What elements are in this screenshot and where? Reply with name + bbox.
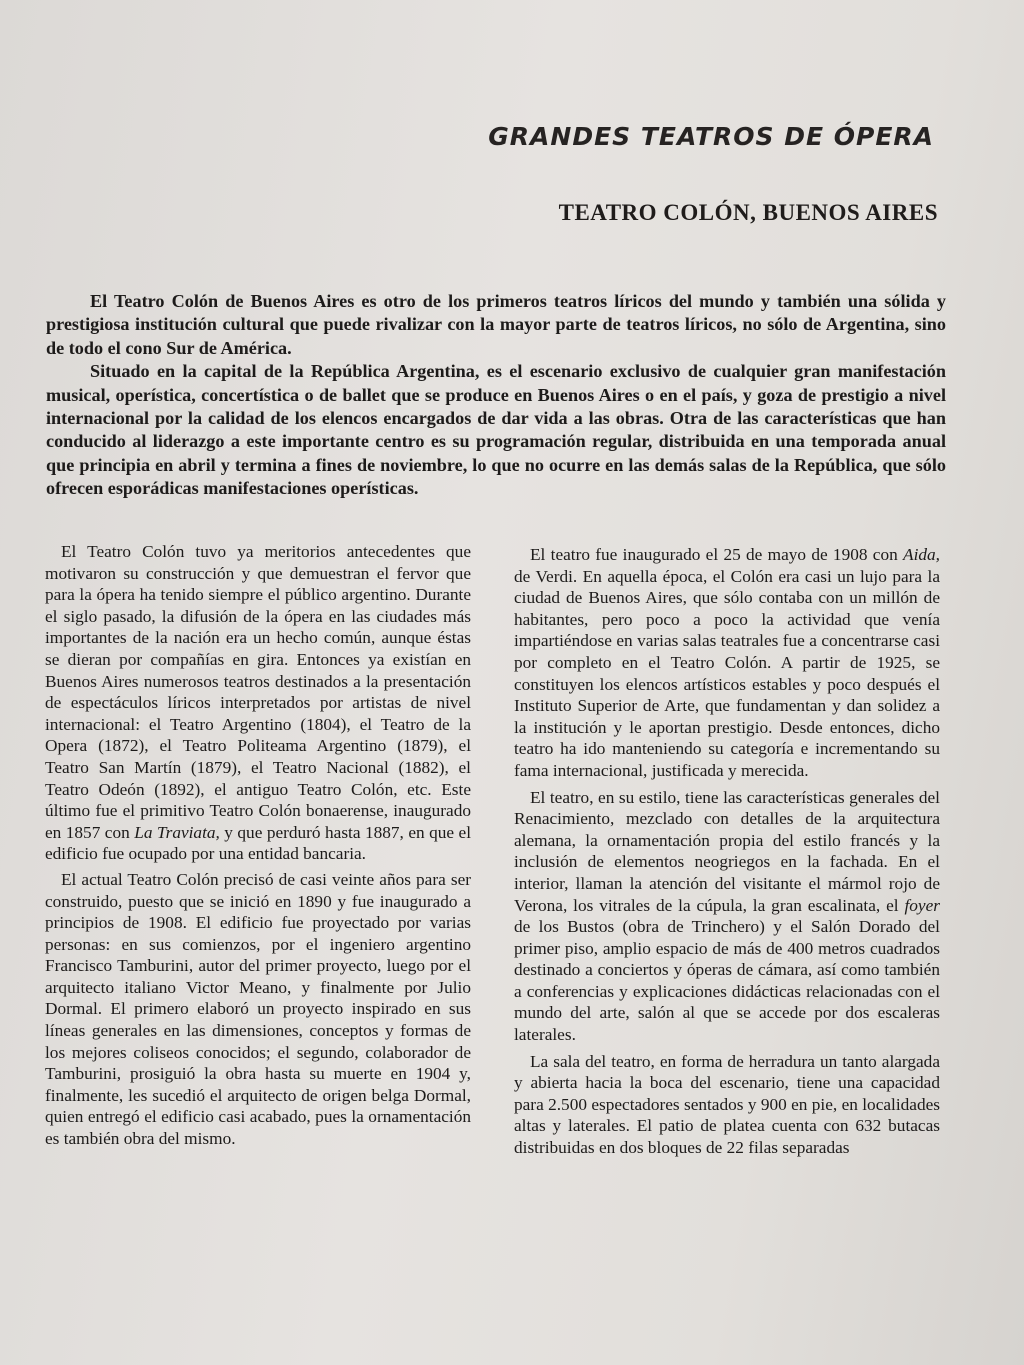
body-paragraph: El actual Teatro Colón precisó de casi veinte años para ser construido, puesto que se inició en 1890 y fue inaugurado a principios de 1908. El edificio fue proyectado por varias personas: en sus comienzos, por el ingeniero argentino Francisco Tamburini, autor del primer proyecto, luego por el arquitecto italiano Victor Meano, y finalmente por Julio Dormal. El primero elaboró un proyecto inspirado en sus líneas generales en las dimensiones, conceptos y formas de los mejores coliseos conocidos; el segundo, colaborador de Tamburini, prosiguió la obra hasta su muerte en 1904 y, finalmente, les sucedió el arquitecto de origen belga Dormal, quien entregó el edificio casi acabado, pues la ornamentación es también obra del mismo.: [45, 869, 471, 1149]
paragraph-text: El teatro fue inaugurado el 25 de mayo de 1908 con: [530, 545, 904, 564]
opera-title: Aida,: [903, 545, 940, 564]
left-column: [45, 541, 471, 1154]
intro-paragraph: Situado en la capital de la República Argentina, es el escenario exclusivo de cualquier gran manifestación musical, operística, concertística o de ballet que se produce en Buenos Aires o en el país, y goza de prestigio a nivel internacional por la calidad de los elencos encargados de dar vida a las obras. Otra de las características que han conducido al liderazgo a este importante centro es su programación regular, distribuida en una temporada anual que principia en abril y termina a fines de noviembre, lo que no ocurre en las demás salas de la República, que sólo ofrecen esporádicas manifestaciones operísticas.: [46, 361, 946, 499]
body-paragraph: La sala del teatro, en forma de herradura un tanto alargada y abierta hacia la boca del escenario, tiene una capacidad para 2.500 espectadores sentados y 900 en pie, en localidades altas y laterales. El patio de platea cuenta con 632 butacas distribuidas en dos bloques de 22 filas separadas: [514, 1051, 940, 1158]
paragraph-text: de Verdi. En aquella época, el Colón era casi un lujo para la ciudad de Buenos Aires, que sólo contaba con un millón de habitantes, pero poco a poco la actividad que venía impartiéndose en varias salas teatrales fue a concentrarse casi por completo en el Teatro Colón. A partir de 1925, se constituyen los elencos artísticos estables y poco después el Instituto Superior de Arte, que fundamentan y dan solidez a la institución y le aportan prestigio. Desde entonces, dicho teatro ha ido manteniendo su categoría e incrementando su fama internacional, justificada y merecida.: [514, 566, 940, 780]
article-title: TEATRO COLÓN, BUENOS AIRES: [558, 200, 938, 225]
paragraph-text: de los Bustos (obra de Trinchero) y el Salón Dorado del primer piso, amplio espacio de más de 400 metros cuadrados destinado a conciertos y óperas de cámara, así como también a conferencias y explicaciones didácticas relacionadas con el mundo del arte, salón al que se accede por dos escaleras laterales.: [514, 917, 940, 1045]
intro-paragraph: El Teatro Colón de Buenos Aires es otro de los primeros teatros líricos del mundo y también una sólida y prestigiosa institución cultural que puede rivalizar con la mayor parte de teatros líricos, no sólo de Argentina, sino de todo el cono Sur de América.: [46, 291, 946, 358]
opera-title: La Traviata,: [134, 822, 220, 842]
intro-text: [46, 290, 946, 501]
right-column: [514, 544, 940, 1164]
foreign-term: foyer: [904, 895, 940, 915]
section-title: GRANDES TEATROS DE ÓPERA: [488, 122, 934, 151]
body-paragraph: [514, 544, 940, 782]
paragraph-text: El Teatro Colón tuvo ya meritorios antecedentes que motivaron su construcción y que demuestran el fervor que para la ópera ha tenido siempre el público argentino. Durante el siglo pasado, la difusión de la ópera en las ciudades más importantes de la nación era un hecho común, aunque éstas se dieran por compañías en gira. Entonces ya existían en Buenos Aires numerosos teatros destinados a la presentación de espectáculos líricos interpretados por artistas de nivel internacional: el Teatro Argentino (1804), el Teatro de la Opera (1872), el Teatro Politeama Argentino (1879), el Teatro San Martín (1879), el Teatro Nacional (1882), el Teatro Odeón (1892), el antiguo Teatro Colón, etc. Este último fue el primitivo Teatro Colón bonaerense, inaugurado en 1857 con: [45, 542, 471, 842]
paragraph-text: El teatro, en su estilo, tiene las características generales del Renacimiento, mezclado con detalles de la arquitectura alemana, la ornamentación propia del estilo francés y la inclusión de elementos neogriegos en la fachada. En el interior, llaman la atención del visitante el mármol rojo de Verona, los vitrales de la cúpula, la gran escalinata, el: [514, 787, 940, 915]
paragraph-text: y que perduró hasta 1887, en que el edificio fue ocupado por una entidad bancaria.: [45, 822, 471, 864]
body-paragraph: [45, 541, 471, 865]
body-paragraph: [514, 787, 940, 1046]
